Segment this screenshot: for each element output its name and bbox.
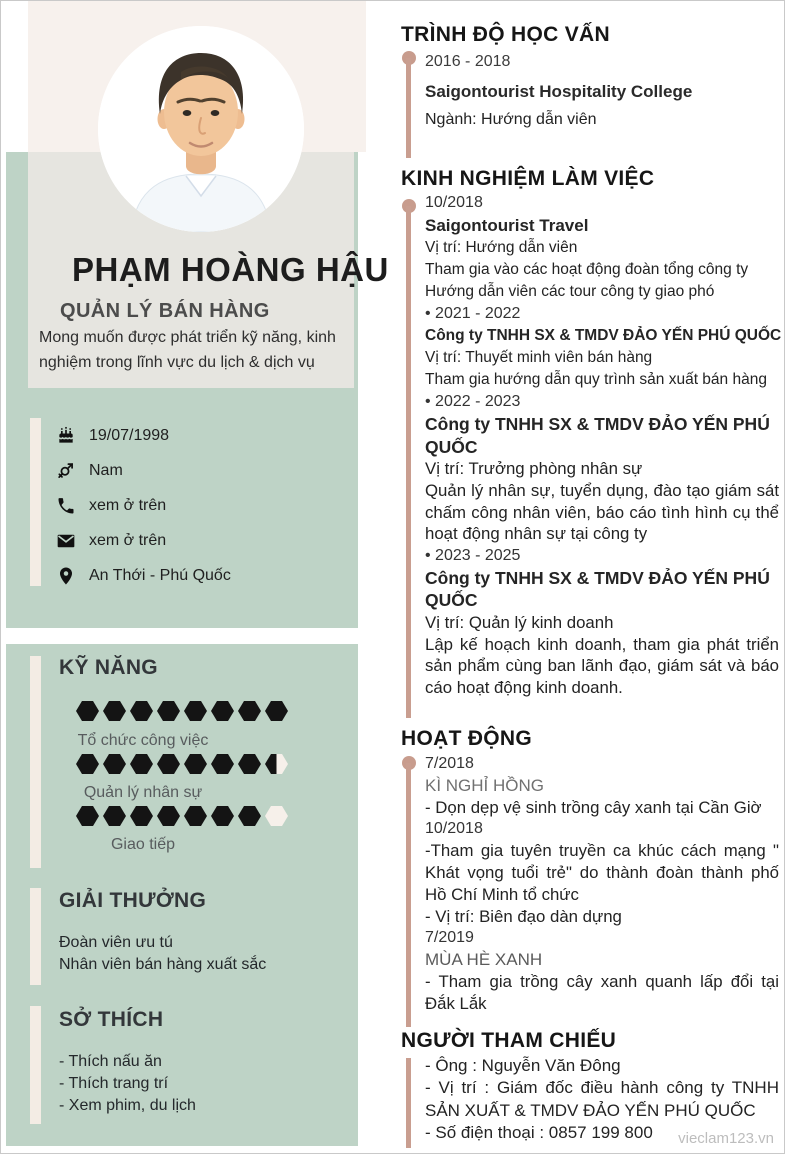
portrait-illustration — [98, 26, 304, 232]
education-major: Ngành: Hướng dẫn viên — [425, 111, 597, 128]
experience-detail: Tham gia hướng dẫn quy trình sản xuất bán hàng — [425, 371, 767, 388]
activity-event: KÌ NGHỈ HỒNG — [425, 775, 545, 795]
reference-position: - Vị trí : Giám đốc điều hành công ty TNHH SẢN XUẤT & TMDV ĐẢO YẾN PHÚ QUỐC — [425, 1078, 779, 1120]
skill-hexagon — [184, 806, 207, 826]
activity-detail: - Vị trí: Biên đạo dàn dựng — [425, 906, 622, 926]
skill-label: Quản lý nhân sự — [83, 784, 203, 801]
accent-bar — [30, 888, 41, 985]
experience-date: 10/2018 — [425, 194, 483, 211]
phone-value: xem ở trên — [89, 496, 167, 514]
reference-person: - Ông : Nguyễn Văn Đông — [425, 1056, 621, 1075]
skill-hexagon — [211, 806, 234, 826]
skill-hexagon — [184, 754, 207, 774]
timeline-line — [406, 763, 411, 1027]
skill-hexagon — [76, 701, 99, 721]
experience-position: Vị trí: Quản lý kinh doanh — [425, 612, 614, 632]
location-value: An Thới - Phú Quốc — [89, 566, 231, 584]
reference-phone: - Số điện thoại : 0857 199 800 — [425, 1122, 653, 1142]
references-heading: NGƯỜI THAM CHIẾU — [401, 1029, 617, 1052]
activity-event: MÙA HÈ XANH — [425, 950, 543, 970]
experience-description: Quản lý nhân sự, tuyển dụng, đào tạo giám sát chấm công nhân viên, báo cáo tình hình cụ thể hoạt động nhân sự tại công ty — [425, 481, 779, 543]
hobby-item: - Thích nấu ăn — [59, 1053, 162, 1070]
hobby-item: - Thích trang trí — [59, 1075, 169, 1092]
activities-entries — [425, 753, 779, 1015]
main-column — [401, 1, 783, 1154]
birthday-value: 19/07/1998 — [89, 426, 170, 444]
skill-hexagon — [130, 806, 153, 826]
activities-heading: HOẠT ĐỘNG — [401, 727, 533, 750]
experience-company: Công ty TNHH SX & TMDV ĐẢO YẾN PHÚ QUỐC — [425, 414, 770, 457]
birthday-icon — [56, 426, 76, 446]
contact-row-location — [56, 558, 340, 593]
experience-detail: Tham gia vào các hoạt động đoàn tổng công ty — [425, 261, 749, 278]
activity-detail: - Tham gia trồng cây xanh quanh lấp đổi tại Đắk Lắk — [425, 971, 779, 1013]
accent-bar — [30, 418, 41, 586]
skills-heading: KỸ NĂNG — [59, 656, 158, 679]
accent-bar — [30, 656, 41, 868]
experience-heading: KINH NGHIỆM LÀM VIỆC — [401, 167, 655, 190]
education-entry — [425, 53, 779, 129]
accent-bar — [30, 1006, 41, 1124]
experience-company: Saigontourist Travel — [425, 216, 589, 235]
skill-rating-row — [76, 701, 292, 726]
activity-date: 7/2019 — [425, 929, 474, 947]
contact-row-email — [56, 523, 340, 558]
activity-date: 7/2018 — [425, 755, 474, 772]
experience-company: Công ty TNHH SX & TMDV ĐẢO YẾN PHÚ QUỐC — [425, 567, 770, 610]
experience-description: Lập kế hoạch kinh doanh, tham gia phát triển sản phẩm cùng ban lãnh đạo, giám sát và báo cáo hoạt động kinh doanh. — [425, 634, 779, 697]
contact-section — [30, 418, 340, 593]
skill-label: Giao tiếp — [110, 836, 176, 853]
timeline-line — [406, 58, 411, 158]
skill-hexagon — [103, 806, 126, 826]
person-name: PHẠM HOÀNG HẬU — [72, 251, 389, 288]
hobby-item: - Xem phim, du lịch — [59, 1097, 196, 1114]
contact-row-phone — [56, 488, 340, 523]
career-objective: Mong muốn được phát triển kỹ năng, kinh nghiệm trong lĩnh vực du lịch & dịch vụ — [39, 329, 336, 371]
skill-hexagon — [211, 701, 234, 721]
gender-value: Nam — [89, 461, 123, 479]
skill-hexagon — [238, 701, 261, 721]
skill-hexagon — [157, 701, 180, 721]
person-job-title: QUẢN LÝ BÁN HÀNG — [60, 300, 270, 322]
experience-position: Vị trí: Trưởng phòng nhân sự — [425, 459, 643, 478]
skill-hexagon — [265, 701, 288, 721]
education-school: Saigontourist Hospitality College — [425, 82, 693, 101]
award-item: Đoàn viên ưu tú — [59, 934, 173, 951]
profile-photo — [98, 26, 304, 232]
activity-date: 10/2018 — [425, 820, 483, 838]
activity-detail: - Dọn dẹp vệ sinh trồng cây xanh tại Cần Giờ — [425, 797, 762, 817]
sidebar-bottom-panel — [6, 644, 358, 1146]
skill-hexagon — [103, 701, 126, 721]
skill-rating-row — [76, 754, 292, 779]
email-icon — [56, 531, 76, 551]
timeline-line — [406, 206, 411, 718]
education-period: 2016 - 2018 — [425, 53, 511, 70]
education-heading: TRÌNH ĐỘ HỌC VẤN — [401, 23, 610, 46]
award-item: Nhân viên bán hàng xuất sắc — [59, 956, 267, 973]
watermark: vieclam123.vn — [678, 1130, 774, 1147]
experience-date: • 2021 - 2022 — [425, 305, 521, 322]
experience-date: • 2023 - 2025 — [425, 546, 521, 564]
skill-hexagon — [157, 806, 180, 826]
contact-row-birthday — [56, 418, 340, 453]
contact-row-gender — [56, 453, 340, 488]
skill-hexagon — [211, 754, 234, 774]
phone-icon — [56, 496, 76, 516]
skill-label: Tổ chức công việc — [77, 732, 209, 749]
skill-hexagon — [157, 754, 180, 774]
skill-hexagon — [238, 806, 261, 826]
skill-hexagon — [103, 754, 126, 774]
skill-hexagon — [184, 701, 207, 721]
location-icon — [56, 566, 76, 586]
gender-icon — [56, 461, 76, 481]
skill-hexagon — [76, 806, 99, 826]
experience-detail: Hướng dẫn viên các tour công ty giao phó — [425, 283, 715, 300]
experience-company: Công ty TNHH SX & TMDV ĐẢO YẾN PHÚ QUỐC — [425, 327, 782, 344]
skill-hexagon — [238, 754, 261, 774]
awards-heading: GIẢI THƯỞNG — [59, 889, 207, 912]
activity-detail: -Tham gia tuyên truyền ca khúc cách mạng " Khát vọng tuổi trẻ" do thành đoàn thành phố Hồ Chí Minh tổ chức — [425, 841, 779, 904]
skill-hexagon — [76, 754, 99, 774]
experience-detail: Vị trí: Thuyết minh viên bán hàng — [425, 349, 653, 366]
email-value: xem ở trên — [89, 531, 167, 549]
skill-hexagon — [130, 754, 153, 774]
skill-rating-row — [76, 806, 292, 831]
timeline-line — [406, 1058, 411, 1148]
hobbies-heading: SỞ THÍCH — [59, 1008, 164, 1031]
skill-hexagon — [265, 806, 288, 826]
experience-date: • 2022 - 2023 — [425, 393, 521, 410]
experience-detail: Vị trí: Hướng dẫn viên — [425, 239, 578, 256]
experience-entries — [425, 192, 782, 698]
skill-hexagon — [130, 701, 153, 721]
skill-hexagon — [265, 754, 288, 774]
